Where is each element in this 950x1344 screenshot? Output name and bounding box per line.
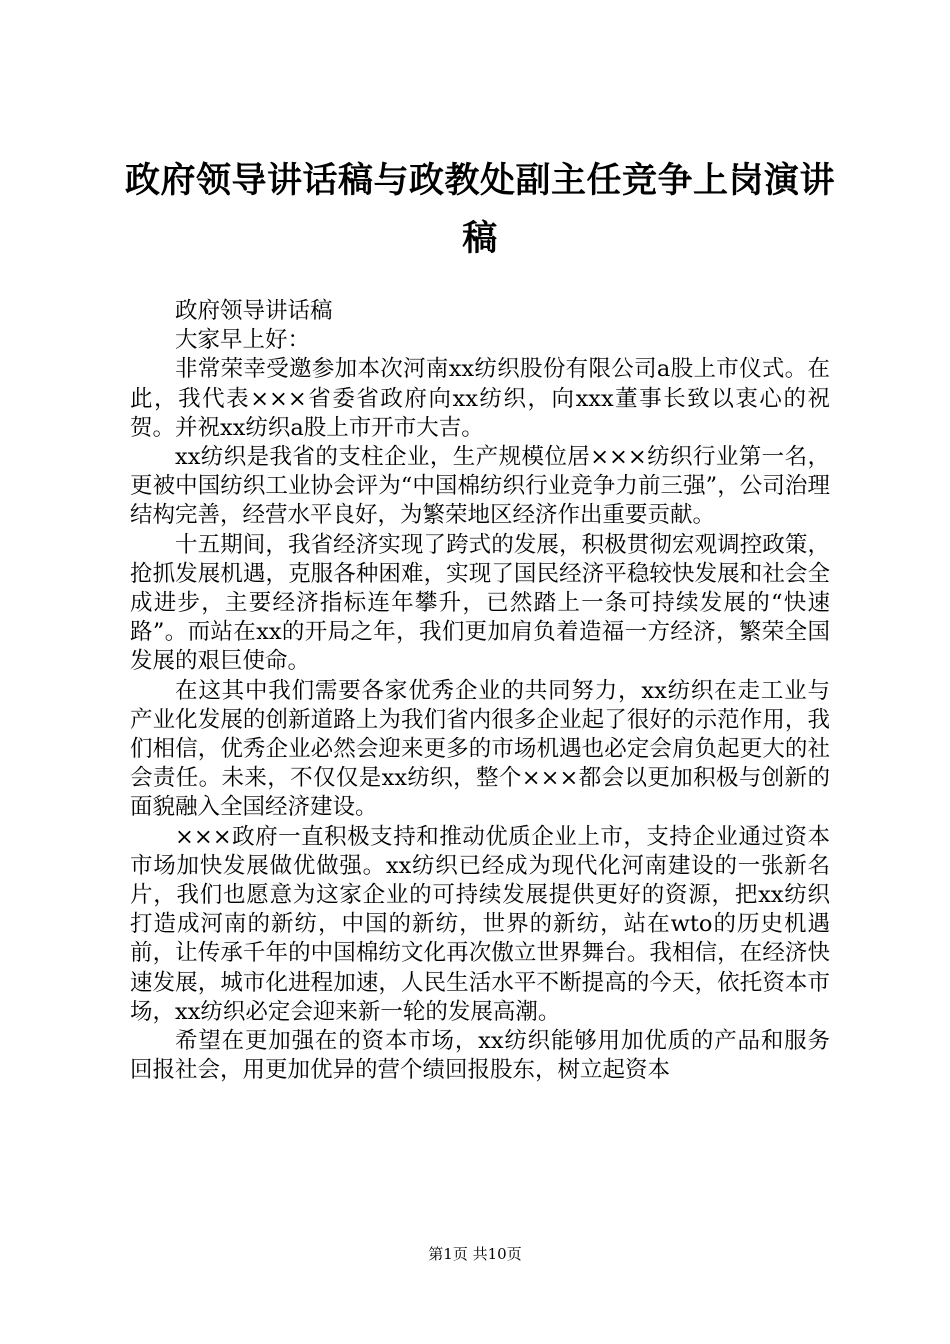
paragraph: 十五期间，我省经济实现了跨式的发展，积极贯彻宏观调控政策，抢抓发展机遇，克服各种困难，实现了国民经济平稳较快发展和社会全成进步，主要经济指标连年攀升，已然踏上一条可持续发展的“快速路”。而站在xx的开局之年，我们更加肩负着造福一方经济，繁荣全国发展的艰巨使命。	[130, 531, 830, 675]
document-title: 政府领导讲话稿与政教处副主任竞争上岗演讲稿	[124, 161, 835, 259]
paragraph: 政府领导讲话稿	[175, 298, 333, 324]
paragraph: xx纺织是我省的支柱企业，生产规模位居×××纺织行业第一名，更被中国纺织工业协会评为“中国棉纺织行业竞争力前三强”，公司治理结构完善，经营水平良好，为繁荣地区经济作出重要贡献。	[130, 444, 830, 529]
document-body	[130, 297, 830, 1085]
paragraph: 大家早上好：	[175, 327, 311, 354]
paragraph: 非常荣幸受邀参加本次河南xx纺织股份有限公司a股上市仪式。在此，我代表×××省委省政府向xx纺织，向xxx董事长致以衷心的祝贺。并祝xx纺织a股上市开市大吉。	[130, 356, 830, 441]
page-footer: 第1页 共10页	[428, 1245, 522, 1263]
paragraph: ×××政府一直积极支持和推动优质企业上市，支持企业通过资本市场加快发展做优做强。xx纺织已经成为现代化河南建设的一张新名片，我们也愿意为这家企业的可持续发展提供更好的资源，把xx纺织打造成河南的新纺，中国的新纺，世界的新纺，站在wto的历史机遇前，让传承千年的中国棉纺文化再次傲立世界舞台。我相信，在经济快速发展，城市化进程加速，人民生活水平不断提高的今天，依托资本市场，xx纺织必定会迎来新一轮的发展高潮。	[130, 823, 830, 1025]
paragraph: 希望在更加强在的资本市场，xx纺织能够用加优质的产品和服务回报社会，用更加优异的营个绩回报股东，树立起资本	[130, 1028, 830, 1084]
paragraph: 在这其中我们需要各家优秀企业的共同努力，xx纺织在走工业与产业化发展的创新道路上为我们省内很多企业起了很好的示范作用，我们相信，优秀企业必然会迎来更多的市场机遇也必定会肩负起更大的社会责任。未来，不仅仅是xx纺织，整个×××都会以更加积极与创新的面貌融入全国经济建设。	[130, 677, 830, 821]
